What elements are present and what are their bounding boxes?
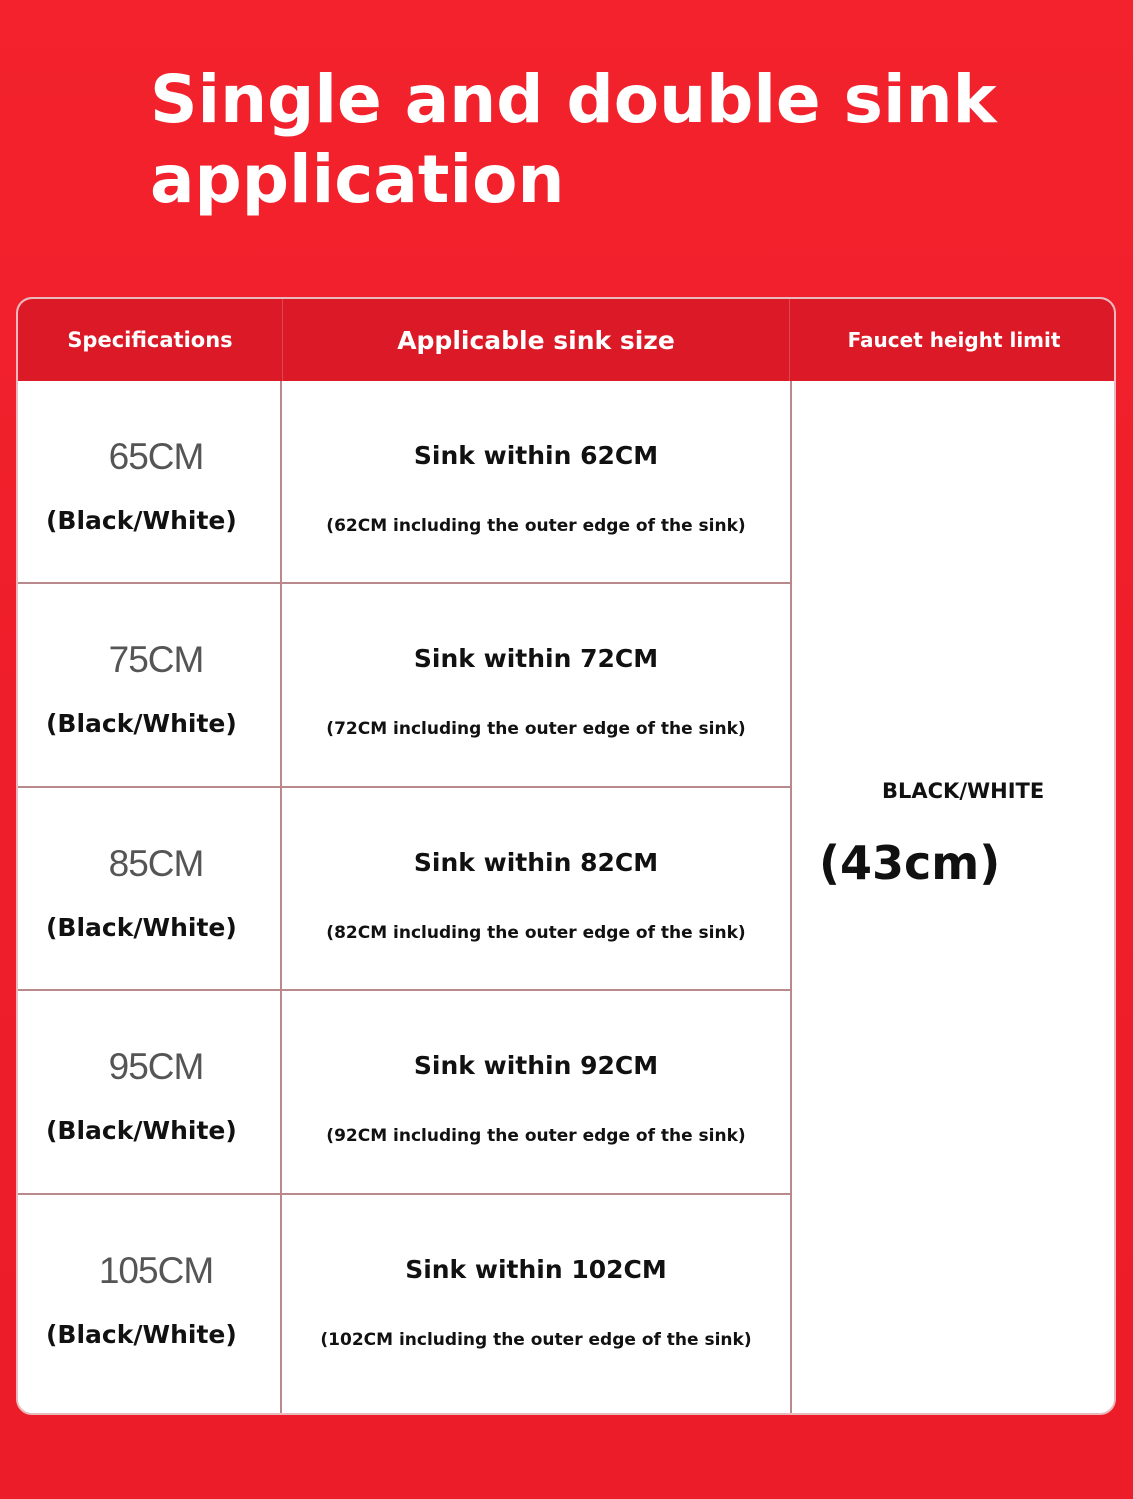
sink-note: (102CM including the outer edge of the sink) — [320, 1330, 752, 1350]
spec-cell — [18, 788, 282, 989]
spec-color: (Black/White) — [46, 709, 237, 738]
spec-cell — [18, 584, 282, 786]
spec-color: (Black/White) — [46, 1320, 237, 1349]
spec-table — [16, 297, 1116, 1415]
spec-size: 65CM — [108, 436, 204, 477]
sink-size: Sink within 92CM — [413, 1051, 659, 1080]
spec-color: (Black/White) — [46, 1116, 237, 1145]
sink-size: Sink within 72CM — [413, 644, 659, 673]
header-sink-size: Applicable sink size — [282, 299, 790, 381]
sink-cell — [282, 1195, 790, 1415]
sink-note: (62CM including the outer edge of the sink) — [326, 516, 746, 536]
sink-cell — [282, 991, 790, 1193]
spec-cell — [18, 1195, 282, 1415]
spec-size: 95CM — [108, 1046, 204, 1087]
sink-note: (72CM including the outer edge of the sink) — [326, 719, 746, 739]
sink-size: Sink within 102CM — [405, 1255, 667, 1284]
spec-color: (Black/White) — [46, 506, 237, 535]
sink-cell — [282, 584, 790, 786]
sink-size: Sink within 62CM — [413, 441, 659, 470]
header-specifications: Specifications — [67, 328, 233, 352]
table-header — [18, 299, 1116, 381]
sink-cell — [282, 788, 790, 989]
faucet-cell — [790, 381, 1116, 1415]
sink-size: Sink within 82CM — [413, 848, 659, 877]
table-row — [18, 1195, 790, 1415]
table-row — [18, 584, 790, 788]
spec-cell — [18, 991, 282, 1193]
table-row — [18, 788, 790, 991]
faucet-height: (43cm) — [819, 836, 1001, 890]
spec-size: 85CM — [108, 843, 204, 884]
sink-note: (82CM including the outer edge of the sink) — [326, 923, 746, 943]
faucet-color: BLACK/WHITE — [882, 779, 1045, 803]
spec-color: (Black/White) — [46, 913, 237, 942]
table-row — [18, 991, 790, 1195]
header-faucet-limit: Faucet height limit — [847, 328, 1061, 352]
spec-size: 105CM — [98, 1250, 214, 1291]
table-body — [18, 381, 790, 1415]
sink-cell — [282, 381, 790, 582]
page-title: Single and double sink application — [150, 61, 997, 218]
spec-size: 75CM — [108, 639, 204, 680]
spec-cell — [18, 381, 282, 582]
table-row — [18, 381, 790, 584]
sink-note: (92CM including the outer edge of the sink) — [326, 1126, 746, 1146]
